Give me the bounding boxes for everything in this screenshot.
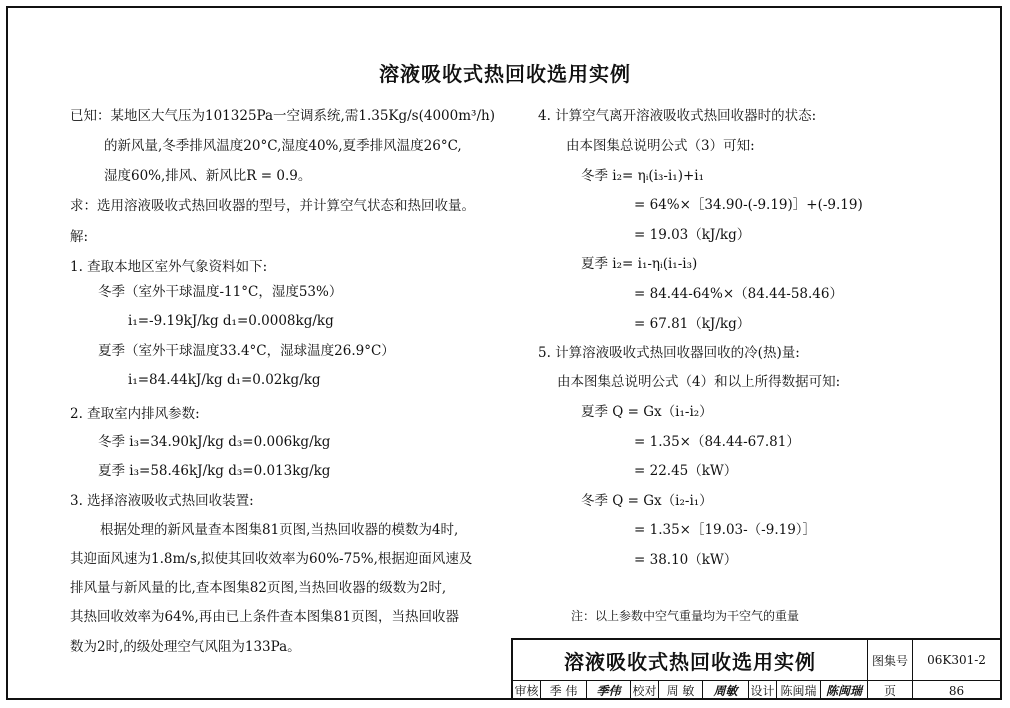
check-name: 周 敏 <box>659 680 703 700</box>
atlas-number: 06K301-2 <box>927 653 986 667</box>
step4-winter-calc: = 64%×［34.90-(-9.19)］+(-9.19) <box>634 197 863 213</box>
step5-winter-formula: 冬季 Q = Gx（i₂-i₁） <box>581 493 713 509</box>
review-signature: 季伟 <box>587 680 631 700</box>
step5-title: 5. 计算溶液吸收式热回收器回收的冷(热)量: <box>538 345 800 361</box>
step4-title: 4. 计算空气离开溶液吸收式热回收器时的状态: <box>538 108 817 124</box>
step4-winter-formula: 冬季 i₂= ηᵢ(i₃-i₁)+i₁ <box>581 168 705 184</box>
design-signature: 陈闽瑞 <box>821 680 868 700</box>
step4-summer-calc: = 84.44-64%×（84.44-58.46） <box>634 286 843 302</box>
review-name: 季 伟 <box>541 680 587 700</box>
page-number: 86 <box>913 680 1000 700</box>
known-line-3: 湿度60%,排风、新风比R = 0.9。 <box>104 168 312 184</box>
step2-title: 2. 查取室内排风参数: <box>70 406 200 422</box>
step4-summer-result: = 67.81（kJ/kg） <box>634 316 751 332</box>
page-title: 溶液吸收式热回收选用实例 <box>379 62 631 86</box>
step1-winter: 冬季（室外干球温度-11°C，湿度53%） <box>98 284 343 300</box>
known-line-2: 的新风量,冬季排风温度20°C,湿度40%,夏季排风温度26°C, <box>104 138 462 154</box>
step5-summer-calc: = 1.35×（84.44-67.81） <box>634 434 800 450</box>
footnote: 注：以上参数中空气重量均为干空气的重量 <box>571 609 800 623</box>
title-block-drawing-title: 溶液吸收式热回收选用实例 <box>513 640 868 680</box>
page-label: 页 <box>868 680 913 700</box>
step1-summer: 夏季（室外干球温度33.4°C，湿球温度26.9°C） <box>98 343 395 359</box>
atlas-number-label: 图集号 <box>868 640 913 680</box>
step5-intro: 由本图集总说明公式（4）和以上所得数据可知: <box>557 374 841 390</box>
step5-winter-calc: = 1.35×［19.03-（-9.19）］ <box>634 522 817 538</box>
step2-winter: 冬季 i₃=34.90kJ/kg d₃=0.006kg/kg <box>98 434 331 450</box>
step5-winter-result: = 38.10（kW） <box>634 552 738 568</box>
design-label: 设计 <box>749 680 777 700</box>
step4-summer-formula: 夏季 i₂= i₁-ηᵢ(i₁-i₃) <box>581 256 698 272</box>
question-line: 求：选用溶液吸收式热回收器的型号，并计算空气状态和热回收量。 <box>70 198 475 214</box>
step3-para-3: 排风量与新风量的比,查本图集82页图,当热回收器的级数为2时, <box>70 580 447 596</box>
step3-para-5: 数为2时,的级处理空气风阻为133Pa。 <box>70 639 301 655</box>
step3-para-2: 其迎面风速为1.8m/s,拟使其回收效率为60%-75%,根据迎面风速及 <box>70 551 473 567</box>
step4-winter-result: = 19.03（kJ/kg） <box>634 227 751 243</box>
check-signature: 周敏 <box>703 680 749 700</box>
step5-summer-formula: 夏季 Q = Gx（i₁-i₂） <box>581 404 713 420</box>
step2-summer: 夏季 i₃=58.46kJ/kg d₃=0.013kg/kg <box>98 463 331 479</box>
solution-heading: 解: <box>70 229 89 245</box>
step4-intro: 由本图集总说明公式（3）可知: <box>566 138 755 154</box>
title-block <box>511 638 1002 700</box>
step3-para-1: 根据处理的新风量查本图集81页图,当热回收器的模数为4时, <box>100 522 459 538</box>
step3-para-4: 其热回收效率为64%,再由已上条件查本图集81页图，当热回收器 <box>70 609 459 625</box>
step1-title: 1. 查取本地区室外气象资料如下: <box>70 259 268 275</box>
step1-summer-values: i₁=84.44kJ/kg d₁=0.02kg/kg <box>128 372 321 388</box>
check-label: 校对 <box>631 680 659 700</box>
design-name: 陈闽瑞 <box>777 680 821 700</box>
known-line-1: 已知：某地区大气压为101325Pa一空调系统,需1.35Kg/s(4000m³/h) <box>70 108 495 124</box>
step3-title: 3. 选择溶液吸收式热回收装置: <box>70 493 254 509</box>
step5-summer-result: = 22.45（kW） <box>634 463 738 479</box>
step1-winter-values: i₁=-9.19kJ/kg d₁=0.0008kg/kg <box>128 313 334 329</box>
review-label: 审核 <box>513 680 541 700</box>
